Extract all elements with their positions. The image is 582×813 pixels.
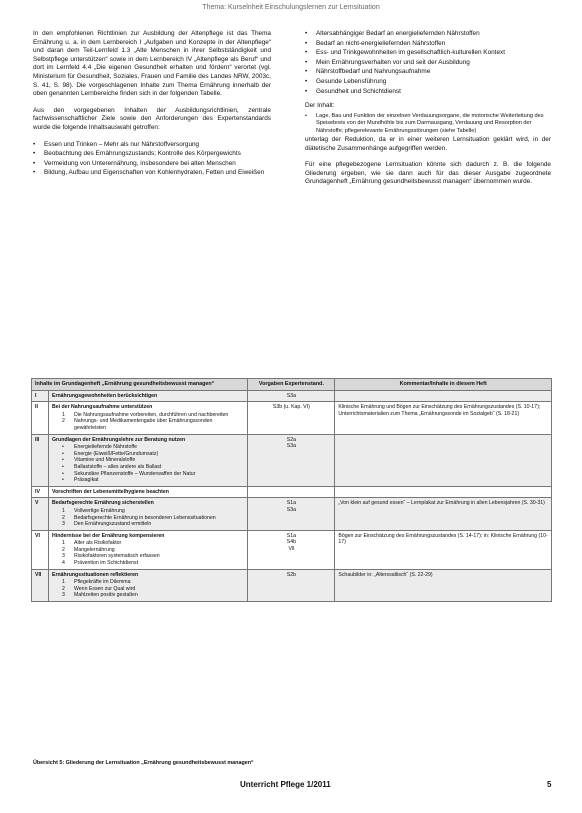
item-marker: 3 — [62, 592, 65, 599]
list-item: • Bildung, Aufbau und Eigenschaften von Kohlenhydraten, Fetten und Eiweißen — [33, 169, 271, 178]
list-item — [52, 477, 244, 484]
list-item — [52, 586, 244, 593]
row-title: Ernährungsgewohnheiten berücksichtigen — [52, 392, 158, 399]
row-items — [52, 540, 244, 566]
row-experts: S3b (u. Kap. VI) — [248, 402, 335, 434]
row-number: VI — [32, 530, 49, 569]
content-subheading: Der Inhalt: — [305, 102, 335, 110]
list-item — [52, 412, 244, 419]
row-comment — [335, 486, 552, 498]
row-number: VII — [32, 569, 49, 601]
item-text: Energieliefernde Nährstoffe — [74, 444, 138, 451]
row-content — [49, 390, 248, 402]
table-header-comment: Kommentar/Inhalte in diesem Heft — [335, 379, 552, 391]
row-items — [52, 579, 244, 599]
right-paragraph-1: unterlag der Reduktion, da er in einer weiteren Lernsituation geklärt wird, in der diätetische Zusammenhänge aufgegriffen werden. — [305, 135, 551, 152]
table-caption: Übersicht 5: Gliederung der Lernsituation „Ernährung gesundheitsbewusst managen“ — [33, 760, 254, 766]
row-content — [49, 498, 248, 530]
item-marker: • — [62, 457, 64, 464]
right-bullet-list — [305, 30, 551, 96]
right-column — [305, 30, 551, 195]
item-text: Vitamine und Mineralstoffe — [74, 457, 136, 464]
item-text: Ballaststoffe – alles andere als Ballast — [74, 463, 162, 470]
item-text: Risikofaktoren systematisch erfassen — [74, 553, 160, 560]
list-item — [52, 540, 244, 547]
left-bullet-list — [33, 141, 271, 178]
row-title: Bei der Nahrungsaufnahme unterstützen — [52, 404, 153, 411]
list-item: • Mein Ernährungsverhalten vor und seit der Ausbildung — [305, 59, 551, 68]
item-text: Präsagikat — [74, 477, 99, 484]
table-row — [32, 390, 552, 402]
list-item — [52, 471, 244, 478]
list-item: • Bedarf an nicht-energieliefernden Nährstoffen — [305, 40, 551, 49]
row-number: V — [32, 498, 49, 530]
list-item — [52, 457, 244, 464]
list-item: • Gesundheit und Schichtdienst — [305, 88, 551, 97]
item-marker: • — [62, 444, 64, 451]
list-item — [52, 418, 244, 431]
table-header-row — [32, 379, 552, 391]
item-marker: 1 — [62, 411, 65, 418]
item-marker: • — [62, 477, 64, 484]
row-experts: S1a S4b Vll — [248, 530, 335, 569]
list-item: • Gesunde Lebensführung — [305, 78, 551, 87]
row-comment — [335, 434, 552, 486]
list-item — [52, 508, 244, 515]
row-experts: S3a — [248, 390, 335, 402]
row-content — [49, 434, 248, 486]
list-item — [52, 547, 244, 554]
table-row — [32, 486, 552, 498]
content-detail-list — [305, 113, 551, 135]
row-experts — [248, 486, 335, 498]
item-text: Sekundäre Pflanzenstoffe – Wunderwaffen der Natur — [74, 470, 196, 477]
list-item — [52, 553, 244, 560]
item-text: Bedarfsgerechte Ernährung in besonderen Lebenssituationen — [74, 514, 216, 521]
row-comment: Klinische Ernährung und Bögen zur Einschätzung des Ernährungszustandes (S. 10-17); Unterrichtsmaterialien zum Thema „Ernährungssonde im Sozialgeb“ (S. 18-21) — [335, 402, 552, 434]
item-text: Den Ernährungszustand ermitteln — [74, 521, 152, 528]
item-marker: 2 — [62, 585, 65, 592]
row-items — [52, 444, 244, 484]
page-number: 5 — [547, 780, 552, 789]
item-text: Energie (Eiweiß/Fette/Grundumsatz) — [74, 450, 159, 457]
list-item — [52, 464, 244, 471]
item-text: Wenn Essen zur Qual wird — [74, 585, 136, 592]
list-item: • Beobachtung des Ernährungszustands; Kontrolle des Körpergewichts — [33, 150, 271, 159]
item-text: Mahlzeiten positiv gestalten — [74, 592, 138, 599]
row-experts: S2a S3a — [248, 434, 335, 486]
row-content — [49, 402, 248, 434]
list-item — [52, 521, 244, 528]
left-paragraph-1: In den empfohlenen Richtlinien zur Ausbildung der Altenpflege ist das Thema Ernährung u. a. in dem Lernbereich I „Aufgaben und Konzepte in der Altenpflege“ und daran dem Teil-Lernfeld 1.3 „Alte Menschen in ihrer Selbstständigkeit und Selbstpflege unterstützen“ sowie in dem Lernbereich IV „Altenpflege als Beruf“ und dort im Lernfeld 4.4 „Die eigenen Gesundheit erhalten und fördern“ verortet (vgl. Ministerium für Gesundheit, Soziales, Frauen und Familie des Landes NRW, 2003c, S. 41, S. 98). Die vorgeschlagenen Inhalte zum Thema Ernährung innerhalb der oben genannten Lernbereiche finden sich in der folgenden Tabelle. — [33, 30, 271, 98]
row-title: Ernährungssituationen reflektieren — [52, 571, 139, 578]
table-row — [32, 498, 552, 530]
list-item — [52, 451, 244, 458]
item-text: Pflegekräfte im Dilemma — [74, 579, 131, 586]
row-content — [49, 486, 248, 498]
row-comment: „Von klein auf gesund essen“ – Lernplakat zur Ernährung in allen Lebensjahren (S. 30-31) — [335, 498, 552, 530]
item-marker: • — [62, 463, 64, 470]
row-items — [52, 508, 244, 528]
list-item: • Lage, Bau und Funktion der einzelnen Verdauungsorgane, die motorische Weiterleitung des Speisebreis von der Mundhöhle bis zum Darmausgang, Verdauung und Resorption der Nährstoffe; pflegerelevante Ernährungsstörungen (siehe Tabelle) — [305, 113, 551, 135]
list-item — [52, 515, 244, 522]
item-marker: 1 — [62, 579, 65, 586]
row-experts: S2b — [248, 569, 335, 601]
row-number: I — [32, 390, 49, 402]
table-header-experts: Vorgaben Expertenstand. — [248, 379, 335, 391]
item-marker: 2 — [62, 546, 65, 553]
table-header-content: Inhalte im Grundagenheft „Ernährung gesundheitsbewusst managen“ — [32, 379, 248, 391]
item-text: Prävention im Schichtdienst — [74, 560, 139, 567]
item-marker: 3 — [62, 521, 65, 528]
item-marker: 1 — [62, 507, 65, 514]
list-item: • Altersabhängiger Bedarf an energieliefernden Nährstoffen — [305, 30, 551, 39]
list-item — [52, 579, 244, 586]
item-marker: • — [62, 450, 64, 457]
item-marker: 4 — [62, 560, 65, 567]
item-marker: • — [62, 470, 64, 477]
row-items — [52, 412, 244, 432]
item-text: Vollwertige Ernährung — [74, 507, 125, 514]
item-marker: 2 — [62, 514, 65, 521]
row-title: Vorschriften der Lebensmittelhygiene beachten — [52, 488, 169, 495]
row-content — [49, 569, 248, 601]
left-column — [33, 30, 271, 179]
table-row — [32, 434, 552, 486]
row-title: Grundlagen der Ernährungslehre zur Beratung nutzen — [52, 436, 186, 443]
item-text: Alter als Risikofaktor — [74, 540, 122, 547]
list-item — [52, 444, 244, 451]
row-title: Hindernisse bei der Ernährung kompensieren — [52, 532, 165, 539]
item-marker: 3 — [62, 553, 65, 560]
left-paragraph-2: Aus den vorgegebenen Inhalten der Ausbildungsrichtlinien, zentrale fachwissenschaftlicher Ziele sowie den Anforderungen des Expertenstandards wurde die folgende Inhaltsauswahl getroffen: — [33, 106, 271, 131]
row-content — [49, 530, 248, 569]
item-marker: 2 — [62, 418, 65, 425]
list-item — [52, 560, 244, 567]
row-number: IV — [32, 486, 49, 498]
running-header: Thema: Kurselnheit Einschulungslernen zur Lernsituation — [202, 4, 380, 11]
item-marker: 1 — [62, 540, 65, 547]
outline-table — [31, 378, 552, 602]
row-comment: Bögen zur Einschätzung des Ernährungszustandes (S. 14-17); in: Klinische Ernährung (10-17) — [335, 530, 552, 569]
row-comment — [335, 390, 552, 402]
row-number: II — [32, 402, 49, 434]
row-number: III — [32, 434, 49, 486]
table-row — [32, 569, 552, 601]
journal-title: Unterricht Pflege 1/2011 — [240, 780, 331, 789]
right-paragraph-2: Für eine pflegebezogene Lernsituation könnte sich dadurch z. B. die folgende Gliederung ergeben, wie sie dann auch für das dieser Ausgabe zugeordnete Grundagenheft „Ernährung gesundheitsbewusst managen“ übernommen wurde. — [305, 161, 551, 186]
list-item: • Nährstoffbedarf und Nahrungsaufnahme — [305, 68, 551, 77]
table-row — [32, 530, 552, 569]
row-experts: S1a S3a — [248, 498, 335, 530]
item-text: Mangelernährung — [74, 546, 115, 553]
item-text: Die Nahrungsaufnahme vorbereiten, durchführen und nachbereiten — [74, 411, 229, 418]
list-item — [52, 592, 244, 599]
list-item: • Essen und Trinken – Mehr als nur Nährstoffversorgung — [33, 141, 271, 150]
list-item: • Ess- und Trinkgewohnheiten im gesellschaftlich-kulturellen Kontext — [305, 49, 551, 58]
row-title: Bedarfsgerechte Ernährung sicherstellen — [52, 500, 154, 507]
table-row — [32, 402, 552, 434]
row-comment: Schaubilder in: „Alterssaltisch“ (S. 22-29) — [335, 569, 552, 601]
item-text: Nahrungs- und Medikamentengabe über Ernährungssonden gewährleisten — [74, 418, 213, 431]
list-item: • Vermeidung von Unterernährung, insbesondere bei alten Menschen — [33, 160, 271, 169]
